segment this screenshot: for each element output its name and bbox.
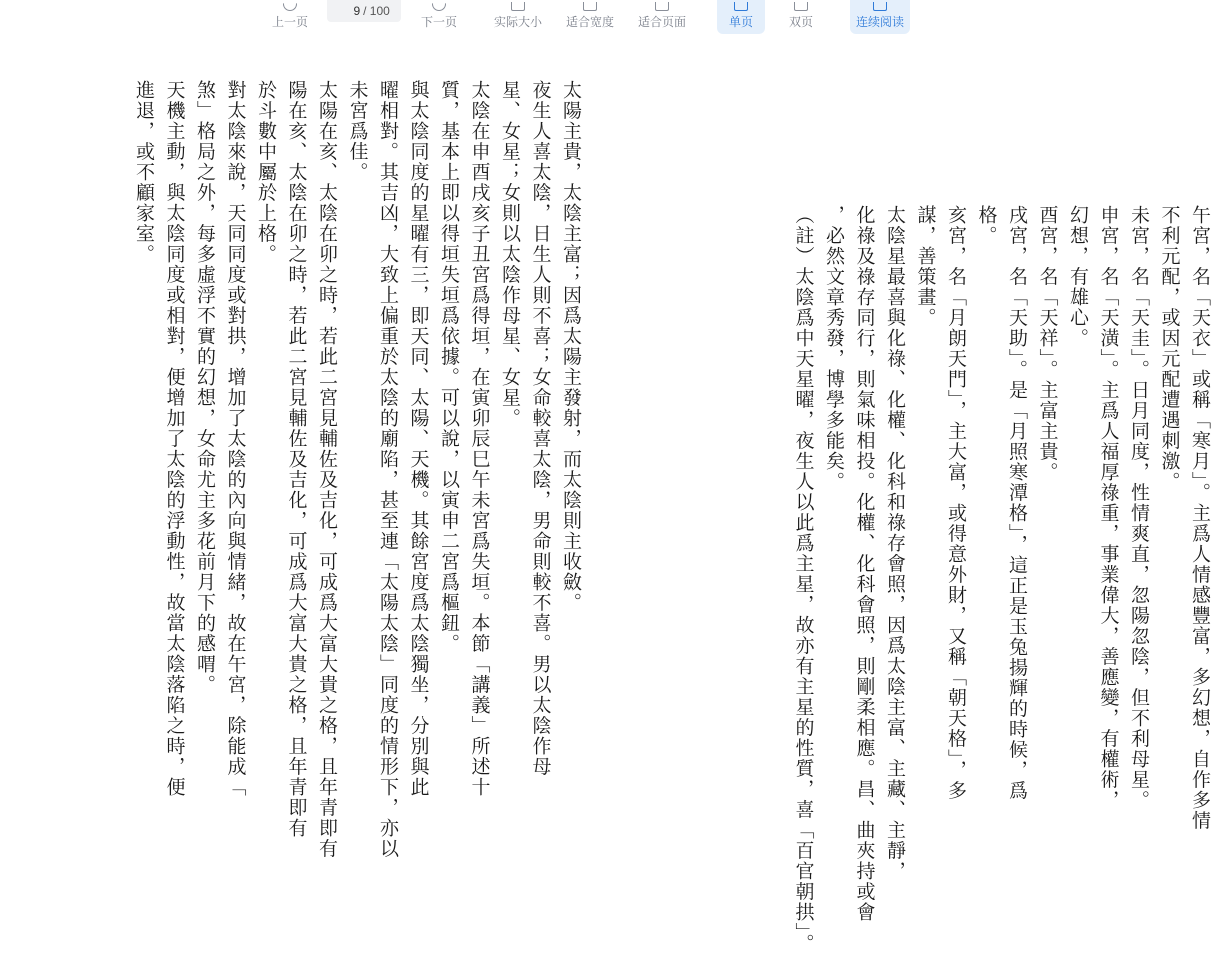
continuous-read-label: 连续阅读 [855,15,904,29]
prev-page-label: 上一页 [271,15,308,29]
fit-width-button[interactable] [562,0,618,34]
text-column: 未宮爲佳。 [346,80,369,183]
next-page-label: 下一页 [420,15,457,29]
fit-page-button[interactable] [634,0,690,34]
text-column: 戌宮，名「天助」。是「月照寒潭格」，這正是玉兔揚輝的時候，爲 [1006,205,1028,801]
text-column: 進退，或不顧家室。 [133,80,155,265]
text-column: 酉宮，名「天祥」。主富主貴。 [1036,205,1059,483]
fit-width-label: 适合宽度 [565,15,614,29]
text-column: 亥宮，名「月朗天門」，主大富，或得意外財，又稱「朝天格」，多 [945,205,967,801]
single-page-label: 单页 [728,15,753,29]
double-page-label: 双页 [788,15,813,29]
text-column: 星、女星；女則以太陰作母星、女星。 [499,80,521,429]
text-column: 曜相對。其吉凶，大致上偏重於太陰的廟陷，甚至連「太陽太陰」同度的情形下，亦以 [377,80,399,859]
actual-size-label: 实际大小 [493,15,542,29]
text-column: ，必然文章秀發，博學多能矣。 [823,205,845,492]
page-total: / 100 [363,4,390,18]
text-column: 於斗數中屬於上格。 [255,80,277,265]
text-column: 夜生人喜太陰，日生人則不喜；女命較喜太陰，男命則較不喜。男以太陰作母 [529,80,552,777]
fit-page-icon [655,2,669,11]
page-number-input[interactable] [338,4,360,18]
text-column: 午宮，名「天衣」或稱「寒月」。主爲人情感豐富，多幻想，自作多情 [1189,205,1211,831]
double-page-button[interactable] [779,0,823,34]
continuous-read-icon [873,2,887,11]
text-column: 與太陰同度的星曜有三，即天同、太陽、天機。其餘宮度爲太陰獨坐，分別與此 [407,80,430,798]
text-column: 未宮，名「天圭」。日月同度，性情爽直，忽陽忽陰，但不利母星。 [1128,205,1150,811]
text-column: 太陰在申酉戌亥子丑宮爲得垣，在寅卯辰巳午未宮爲失垣。本節「講義」所述十 [468,80,491,798]
arrow-left-icon [283,3,297,11]
text-column: 化祿及祿存同行，則氣味相投。化權、化科會照，則剛柔相應。昌、曲夾持或會 [853,205,876,923]
single-page-icon [734,2,748,11]
text-column: 天機主動，與太陰同度或相對，便增加了太陰的浮動性，故當太陰落陷之時，便 [163,80,186,798]
fit-page-label: 适合页面 [637,15,686,29]
text-column: 謀，善策畫。 [914,205,937,328]
text-column: 對太陰來說，天同同度或對拱，增加了太陰的內向與情緒，故在午宮，除能成「 [224,80,247,798]
text-column: 不利元配，或因元配遭遇刺激。 [1158,205,1181,492]
next-page-button[interactable] [417,0,461,34]
text-column: 格。 [975,205,998,246]
text-column: 申宮，名「天潢」。主爲人福厚祿重，事業偉大，善應變，有權術， [1097,205,1120,811]
text-column: 質，基本上即以得垣失垣爲依據。可以說，以寅申二宮爲樞鈕。 [438,80,460,654]
arrow-right-icon [432,3,446,11]
prev-page-button[interactable] [268,0,312,34]
text-column: 太陰星最喜與化祿、化權、化科和祿存會照，因爲太陰主富、主藏、主靜， [884,205,906,882]
single-page-button[interactable] [717,0,765,34]
double-page-icon [794,2,808,11]
text-column: 陽在亥、太陰在卯之時，若此二宮見輔佐及吉化，可成爲大富大貴之格，且年青即有 [285,80,308,839]
fit-width-icon [583,2,597,11]
reader-toolbar [0,0,1223,34]
text-column: 幻想，有雄心。 [1067,205,1089,349]
right-page-text [788,205,1215,954]
text-column: 煞」格局之外，每多虛浮不實的幻想，女命尤主多花前月下的感喟。 [194,80,216,695]
actual-size-button[interactable] [490,0,546,34]
text-column: 太陽主貴，太陰主富；因爲太陽主發射，而太陰則主收斂。 [560,80,582,613]
text-column: 太陽在亥、太陰在卯之時，若此二宮見輔佐及吉化，可成爲大富大貴之格，且年青即有 [316,80,338,859]
page-indicator [327,0,401,22]
continuous-read-button[interactable] [850,0,910,34]
left-page-text [129,80,587,859]
text-column: （註）太陰爲中天星曜，夜生人以此爲主星，故亦有主星的性質，喜「百官朝拱」。 [792,205,815,954]
actual-size-icon [511,2,525,11]
